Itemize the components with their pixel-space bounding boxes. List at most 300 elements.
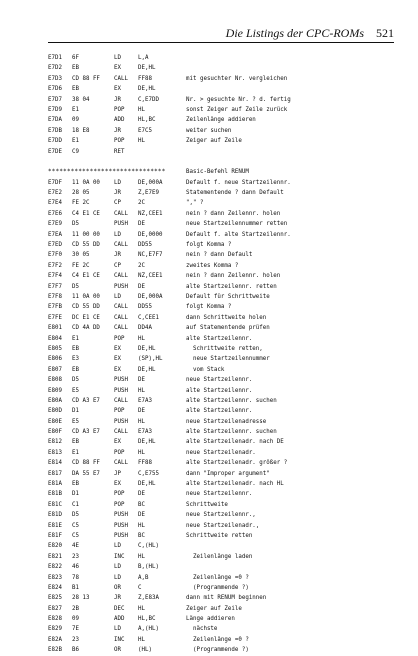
operand-cell: HL	[138, 605, 145, 612]
mnemonic-cell: LD	[114, 179, 121, 186]
comment-cell: alte Startzeilennr.	[186, 335, 253, 342]
address-cell: E7D1	[48, 55, 62, 61]
listing-line	[48, 63, 398, 73]
listing-line	[48, 334, 398, 344]
comment-cell: Zeilenlänge =0 ?	[186, 574, 249, 581]
operand-cell: C	[138, 584, 142, 591]
listing-line	[48, 209, 398, 219]
mnemonic-cell: LD	[114, 231, 121, 238]
opcode-bytes-cell: CD A3 E7	[72, 429, 100, 436]
operand-cell: HL	[138, 106, 145, 113]
mnemonic-cell: CALL	[114, 75, 128, 82]
comment-cell: (Programmende ?)	[186, 647, 249, 654]
mnemonic-cell: LD	[114, 293, 121, 300]
comment-cell: sonst Zeiger auf Zeile zurück	[186, 106, 288, 113]
mnemonic-cell: LD	[114, 564, 121, 571]
comment-cell: dann Schrittweite holen	[186, 314, 267, 321]
opcode-bytes-cell: C9	[72, 148, 79, 155]
operand-cell: L,A	[138, 55, 149, 61]
mnemonic-cell: CP	[114, 262, 121, 269]
operand-cell: HL,BC	[138, 117, 156, 124]
comment-cell: mit gesuchter Nr. vergleichen	[186, 75, 288, 82]
operand-cell: DE	[138, 491, 145, 498]
comment-cell: folgt Komma ?	[186, 242, 232, 249]
address-cell: E7E4	[48, 200, 62, 207]
address-cell: E80D	[48, 408, 62, 415]
operand-cell: DE	[138, 283, 145, 290]
operand-cell: DD55	[138, 242, 152, 249]
operand-cell: B,(HL)	[138, 564, 159, 571]
running-title: Die Listings der CPC-ROMs	[225, 26, 364, 40]
opcode-bytes-cell: 23	[72, 553, 79, 560]
operand-cell: DD4A	[138, 325, 152, 332]
mnemonic-cell: ADD	[114, 117, 125, 124]
address-cell: E822	[48, 564, 62, 571]
listing-line	[48, 219, 398, 229]
opcode-bytes-cell: C4 E1 CE	[72, 210, 100, 217]
mnemonic-cell: INC	[114, 553, 125, 560]
mnemonic-cell: CALL	[114, 460, 128, 467]
listing-line	[48, 406, 398, 416]
comment-cell: Default für Schrittweite	[186, 293, 270, 300]
comment-cell: nächste	[186, 626, 218, 633]
opcode-bytes-cell: 11 0A 00	[72, 179, 100, 186]
listing-line	[48, 541, 398, 551]
operand-cell: E7A3	[138, 429, 152, 436]
mnemonic-cell: CP	[114, 200, 121, 207]
address-cell: E827	[48, 605, 62, 612]
opcode-bytes-cell: 30 05	[72, 252, 90, 259]
listing-line	[48, 344, 398, 354]
mnemonic-cell: JR	[114, 127, 121, 134]
operand-cell: DE,000A	[138, 293, 163, 300]
opcode-bytes-cell: E1	[72, 106, 79, 113]
opcode-bytes-cell: E1	[72, 449, 79, 456]
operand-cell: NZ,CEE1	[138, 273, 163, 280]
listing-line	[48, 354, 398, 364]
mnemonic-cell: JR	[114, 252, 121, 259]
opcode-bytes-cell: EB	[72, 345, 79, 352]
opcode-bytes-cell: D5	[72, 221, 79, 228]
mnemonic-cell: ADD	[114, 616, 125, 623]
listing-line	[48, 386, 398, 396]
assembly-listing	[48, 53, 398, 656]
opcode-bytes-cell: CD A3 E7	[72, 397, 100, 404]
comment-cell: alte Startzeilenadr. nach DE	[186, 439, 284, 446]
address-cell: E7D3	[48, 75, 62, 82]
address-cell: E81A	[48, 481, 62, 488]
opcode-bytes-cell: DC E1 CE	[72, 314, 100, 321]
mnemonic-cell: CALL	[114, 397, 128, 404]
listing-line	[48, 323, 398, 333]
mnemonic-cell: POP	[114, 491, 125, 498]
mnemonic-cell: POP	[114, 335, 125, 342]
operand-cell: (HL)	[138, 647, 152, 654]
mnemonic-cell: PUSH	[114, 387, 128, 394]
comment-cell: alte Startzeilenadr. nach HL	[186, 481, 284, 488]
opcode-bytes-cell: EB	[72, 86, 79, 93]
address-cell: E81B	[48, 491, 62, 498]
address-cell: E829	[48, 626, 62, 633]
mnemonic-cell: CALL	[114, 429, 128, 436]
operand-cell: DE,000A	[138, 179, 163, 186]
mnemonic-cell: PUSH	[114, 377, 128, 384]
mnemonic-cell: POP	[114, 408, 125, 415]
address-cell: E7FE	[48, 314, 62, 321]
address-cell: E80A	[48, 397, 62, 404]
listing-line	[48, 271, 398, 281]
mnemonic-cell: POP	[114, 449, 125, 456]
opcode-bytes-cell: D1	[72, 408, 79, 415]
mnemonic-cell: EX	[114, 345, 121, 352]
listing-line	[48, 614, 398, 624]
opcode-bytes-cell: 11 0A 00	[72, 293, 100, 300]
operand-cell: E7A3	[138, 397, 152, 404]
operand-cell: HL	[138, 449, 145, 456]
comment-cell: Statementende ? dann Default	[186, 190, 284, 197]
operand-cell: HL	[138, 138, 145, 145]
listing-line	[48, 552, 398, 562]
listing-line	[48, 375, 398, 385]
comment-cell: Zeilenlänge addieren	[186, 117, 256, 124]
listing-line	[48, 147, 398, 157]
operand-cell: C,(HL)	[138, 543, 159, 550]
comment-cell: weiter suchen	[186, 127, 232, 134]
listing-line	[48, 282, 398, 292]
mnemonic-cell: EX	[114, 86, 121, 93]
opcode-bytes-cell: D5	[72, 377, 79, 384]
comment-cell: Länge addieren	[186, 616, 235, 623]
mnemonic-cell: EX	[114, 481, 121, 488]
address-cell: E7F8	[48, 293, 62, 300]
operand-cell: BC	[138, 501, 145, 508]
listing-line	[48, 84, 398, 94]
operand-cell: HL	[138, 335, 145, 342]
operand-cell: 2C	[138, 200, 145, 207]
operand-cell: 2C	[138, 262, 145, 269]
address-cell: E81C	[48, 501, 62, 508]
address-cell: E823	[48, 574, 62, 581]
mnemonic-cell: EX	[114, 356, 121, 363]
mnemonic-cell: PUSH	[114, 418, 128, 425]
opcode-bytes-cell: C5	[72, 532, 79, 539]
operand-cell: FF88	[138, 460, 152, 467]
address-cell: E7D9	[48, 106, 62, 113]
opcode-bytes-cell: EB	[72, 65, 79, 72]
opcode-bytes-cell: 38 04	[72, 96, 90, 103]
opcode-bytes-cell: CD 88 FF	[72, 460, 100, 467]
banner-stars: *******************************	[48, 169, 166, 176]
address-cell: E7F7	[48, 283, 62, 290]
comment-cell: neue Startzeilenadresse	[186, 418, 267, 425]
comment-cell: neue Startzeilenadr.	[186, 449, 256, 456]
opcode-bytes-cell: B1	[72, 584, 79, 591]
mnemonic-cell: POP	[114, 138, 125, 145]
mnemonic-cell: POP	[114, 106, 125, 113]
operand-cell: NZ,CEE1	[138, 210, 163, 217]
mnemonic-cell: OR	[114, 647, 121, 654]
address-cell: E806	[48, 356, 62, 363]
mnemonic-cell: LD	[114, 626, 121, 633]
address-cell: E808	[48, 377, 62, 384]
mnemonic-cell: CALL	[114, 304, 128, 311]
operand-cell: DE,HL	[138, 86, 156, 93]
mnemonic-cell: OR	[114, 584, 121, 591]
address-cell: E7DA	[48, 117, 62, 124]
comment-cell: zweites Komma ?	[186, 262, 239, 269]
address-cell: E824	[48, 584, 62, 591]
opcode-bytes-cell: B6	[72, 647, 79, 654]
listing-line	[48, 396, 398, 406]
operand-cell: HL	[138, 553, 145, 560]
opcode-bytes-cell: CD 88 FF	[72, 75, 100, 82]
address-cell: E814	[48, 460, 62, 467]
address-cell: E81D	[48, 512, 62, 519]
mnemonic-cell: CALL	[114, 210, 128, 217]
section-banner	[48, 167, 398, 177]
operand-cell: HL	[138, 522, 145, 529]
address-cell: E7D6	[48, 86, 62, 93]
listing-line	[48, 427, 398, 437]
address-cell: E809	[48, 387, 62, 394]
opcode-bytes-cell: EB	[72, 366, 79, 373]
mnemonic-cell: JP	[114, 470, 121, 477]
mnemonic-cell: LD	[114, 574, 121, 581]
listing-line	[48, 510, 398, 520]
comment-cell: "," ?	[186, 200, 204, 207]
mnemonic-cell: PUSH	[114, 283, 128, 290]
mnemonic-cell: DEC	[114, 605, 125, 612]
address-cell: E80F	[48, 429, 62, 436]
operand-cell: DD55	[138, 304, 152, 311]
mnemonic-cell: CALL	[114, 242, 128, 249]
comment-cell: vom Stack	[186, 366, 225, 373]
opcode-bytes-cell: 11 00 00	[72, 231, 100, 238]
operand-cell: BC	[138, 532, 145, 539]
mnemonic-cell: EX	[114, 65, 121, 72]
address-cell: E7E6	[48, 210, 62, 217]
address-cell: E82B	[48, 647, 62, 654]
section-title: Basic-Befehl RENUM	[186, 169, 249, 176]
listing-line	[48, 573, 398, 583]
comment-cell: Default f. neue Startzeilennr.	[186, 179, 291, 186]
mnemonic-cell: JR	[114, 190, 121, 197]
opcode-bytes-cell: 4E	[72, 543, 79, 550]
operand-cell: DE,0000	[138, 231, 163, 238]
listing-block-renum	[48, 178, 398, 656]
comment-cell: dann mit RENUM beginnen	[186, 595, 267, 602]
opcode-bytes-cell: D5	[72, 283, 79, 290]
operand-cell: DE,HL	[138, 345, 156, 352]
address-cell: E81E	[48, 522, 62, 529]
address-cell: E7EA	[48, 231, 62, 238]
listing-line	[48, 500, 398, 510]
comment-cell: Schrittweite retten	[186, 532, 253, 539]
address-cell: E7DD	[48, 138, 62, 145]
address-cell: E817	[48, 470, 62, 477]
listing-line	[48, 604, 398, 614]
address-cell: E82A	[48, 636, 62, 643]
mnemonic-cell: CALL	[114, 314, 128, 321]
address-cell: E7DB	[48, 127, 62, 134]
comment-cell: Schrittweite retten,	[186, 345, 263, 352]
opcode-bytes-cell: 23	[72, 636, 79, 643]
address-cell: E820	[48, 543, 62, 550]
opcode-bytes-cell: 18 E8	[72, 127, 90, 134]
mnemonic-cell: PUSH	[114, 512, 128, 519]
address-cell: E7D7	[48, 96, 62, 103]
comment-cell: auf Statementende prüfen	[186, 325, 270, 332]
opcode-bytes-cell: 6F	[72, 55, 79, 61]
comment-cell: neue Startzeilenadr.,	[186, 522, 260, 529]
comment-cell: Zeilenlänge laden	[186, 553, 253, 560]
address-cell: E828	[48, 616, 62, 623]
listing-block-top	[48, 53, 398, 157]
opcode-bytes-cell: E1	[72, 138, 79, 145]
opcode-bytes-cell: EB	[72, 439, 79, 446]
listing-line	[48, 105, 398, 115]
address-cell: E812	[48, 439, 62, 446]
mnemonic-cell: JR	[114, 595, 121, 602]
operand-cell: DE,HL	[138, 366, 156, 373]
opcode-bytes-cell: D5	[72, 512, 79, 519]
listing-line	[48, 136, 398, 146]
operand-cell: DE,HL	[138, 439, 156, 446]
comment-cell: neue Startzeilennummer retten	[186, 221, 288, 228]
address-cell: E7E2	[48, 190, 62, 197]
listing-line	[48, 645, 398, 655]
address-cell: E7D2	[48, 65, 62, 72]
address-cell: E807	[48, 366, 62, 373]
address-cell: E7F4	[48, 273, 62, 280]
address-cell: E813	[48, 449, 62, 456]
opcode-bytes-cell: EB	[72, 481, 79, 488]
mnemonic-cell: EX	[114, 439, 121, 446]
address-cell: E805	[48, 345, 62, 352]
comment-cell: folgt Komma ?	[186, 304, 232, 311]
mnemonic-cell: PUSH	[114, 532, 128, 539]
comment-cell: alte Startzeilennr.	[186, 408, 253, 415]
listing-line	[48, 635, 398, 645]
opcode-bytes-cell: CD 4A DD	[72, 325, 100, 332]
listing-line	[48, 469, 398, 479]
listing-line	[48, 313, 398, 323]
page-number: 521	[376, 26, 394, 40]
comment-cell: nein ? dann Zeilennr. holen	[186, 210, 281, 217]
listing-line	[48, 53, 398, 63]
operand-cell: Z,E7E9	[138, 190, 159, 197]
opcode-bytes-cell: 78	[72, 574, 79, 581]
address-cell: E804	[48, 335, 62, 342]
opcode-bytes-cell: CD 55 DD	[72, 304, 100, 311]
opcode-bytes-cell: 46	[72, 564, 79, 571]
operand-cell: HL	[138, 387, 145, 394]
opcode-bytes-cell: 09	[72, 117, 79, 124]
operand-cell: HL	[138, 418, 145, 425]
operand-cell: C,E755	[138, 470, 159, 477]
listing-line	[48, 240, 398, 250]
listing-line	[48, 198, 398, 208]
address-cell: E7DE	[48, 148, 62, 155]
mnemonic-cell: PUSH	[114, 522, 128, 529]
comment-cell: alte Startzeilenadr. größer ?	[186, 460, 288, 467]
listing-line	[48, 448, 398, 458]
mnemonic-cell: CALL	[114, 273, 128, 280]
comment-cell: alte Startzeilennr. retten	[186, 283, 277, 290]
comment-cell: alte Startzeilennr. suchen	[186, 429, 277, 436]
comment-cell: nein ? dann Zeilennr. holen	[186, 273, 281, 280]
listing-line	[48, 624, 398, 634]
address-cell: E801	[48, 325, 62, 332]
listing-line	[48, 562, 398, 572]
mnemonic-cell: RET	[114, 148, 125, 155]
comment-cell: Nr. > gesuchte Nr. ? d. fertig	[186, 96, 291, 103]
mnemonic-cell: JR	[114, 96, 121, 103]
operand-cell: NC,E7F7	[138, 252, 163, 259]
mnemonic-cell: LD	[114, 55, 121, 61]
comment-cell: Zeilenlänge =0 ?	[186, 636, 249, 643]
listing-line	[48, 292, 398, 302]
operand-cell: HL	[138, 636, 145, 643]
opcode-bytes-cell: 7E	[72, 626, 79, 633]
address-cell: E7FB	[48, 304, 62, 311]
address-cell: E7DF	[48, 179, 62, 186]
opcode-bytes-cell: CD 55 DD	[72, 242, 100, 249]
listing-line	[48, 531, 398, 541]
operand-cell: DE,HL	[138, 65, 156, 72]
operand-cell: C,E7DD	[138, 96, 159, 103]
comment-cell: neue Startzeilennr.	[186, 377, 253, 384]
opcode-bytes-cell: E5	[72, 387, 79, 394]
opcode-bytes-cell: C1	[72, 501, 79, 508]
comment-cell: Zeiger auf Zeile	[186, 138, 242, 145]
listing-line	[48, 95, 398, 105]
comment-cell: alte Startzeilennr. suchen	[186, 397, 277, 404]
address-cell: E7F2	[48, 262, 62, 269]
opcode-bytes-cell: 28 05	[72, 190, 90, 197]
listing-line	[48, 261, 398, 271]
comment-cell: (Programmende ?)	[186, 584, 249, 591]
listing-line	[48, 74, 398, 84]
operand-cell: (SP),HL	[138, 356, 163, 363]
address-cell: E80E	[48, 418, 62, 425]
operand-cell: FF88	[138, 75, 152, 82]
opcode-bytes-cell: C4 E1 CE	[72, 273, 100, 280]
listing-line	[48, 437, 398, 447]
listing-line	[48, 583, 398, 593]
opcode-bytes-cell: 09	[72, 616, 79, 623]
listing-line	[48, 188, 398, 198]
mnemonic-cell: INC	[114, 636, 125, 643]
operand-cell: Z,E83A	[138, 595, 159, 602]
comment-cell: Zeiger auf Zeile	[186, 605, 242, 612]
address-cell: E7E9	[48, 221, 62, 228]
opcode-bytes-cell: E1	[72, 335, 79, 342]
address-cell: E81F	[48, 532, 62, 539]
operand-cell: DE	[138, 221, 145, 228]
comment-cell: dann "Improper argument"	[186, 470, 270, 477]
address-cell: E7F0	[48, 252, 62, 259]
operand-cell: A,(HL)	[138, 626, 159, 633]
listing-line	[48, 250, 398, 260]
operand-cell: A,B	[138, 574, 149, 581]
operand-cell: C,CEE1	[138, 314, 159, 321]
operand-cell: DE	[138, 512, 145, 519]
listing-line	[48, 230, 398, 240]
opcode-bytes-cell: 2B	[72, 605, 79, 612]
listing-line	[48, 489, 398, 499]
page-header	[48, 26, 394, 43]
